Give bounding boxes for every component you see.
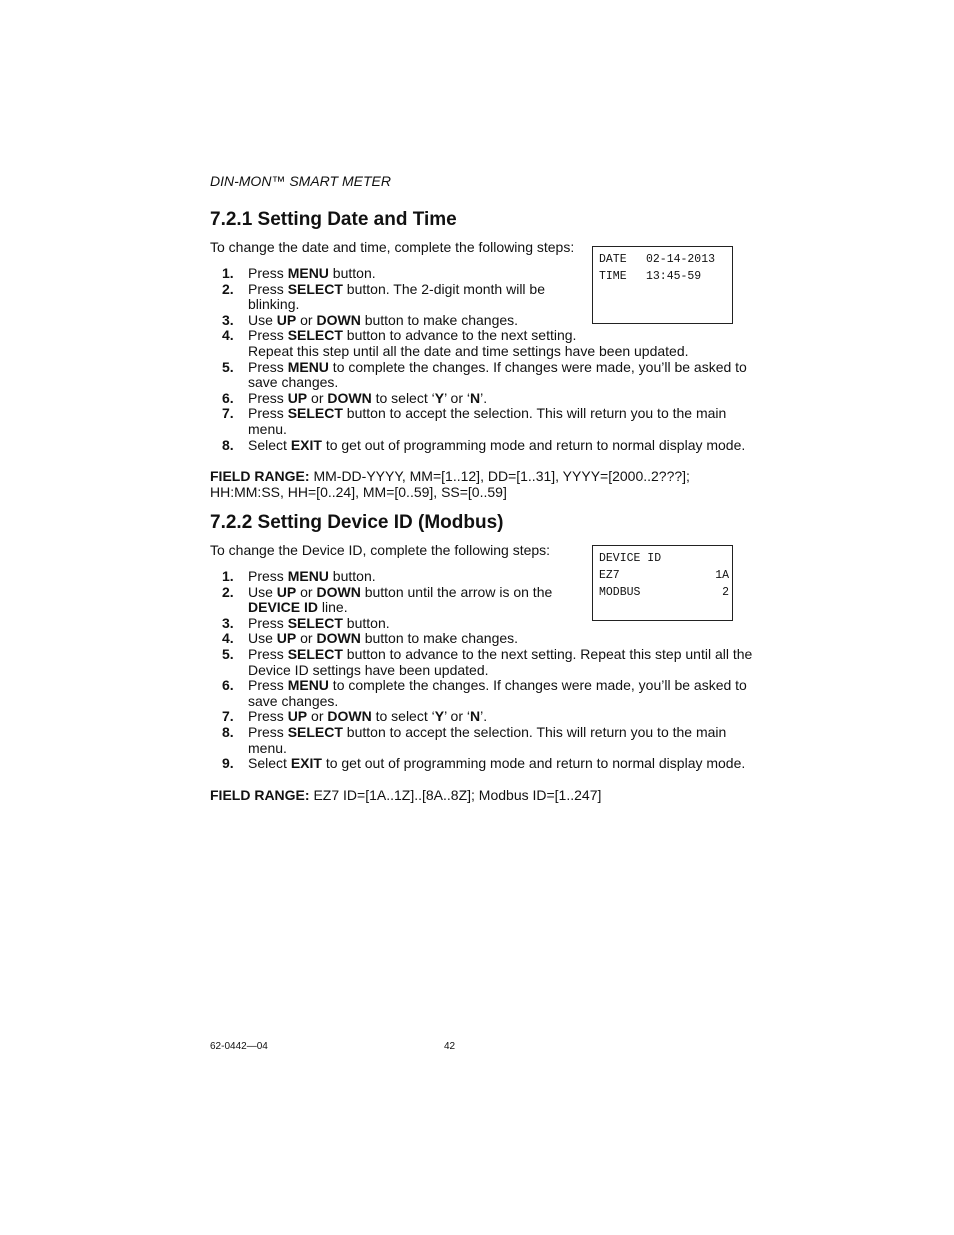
step-item: 4. Press SELECT button to advance to the next setting. Repeat this step until all the date and time settings have been updated. [222, 327, 689, 359]
section-intro: To change the date and time, complete the following steps: [210, 239, 575, 255]
section-heading: 7.2.1 Setting Date and Time [210, 209, 457, 230]
lcd-row-modbus: MODBUS 2 [599, 586, 729, 599]
lcd-display-device-id [592, 545, 733, 621]
step-item: 2. Press SELECT button. The 2-digit month will be blinking. [222, 280, 545, 313]
lcd-row-ez7: EZ7 1A [599, 569, 729, 582]
field-range: FIELD RANGE: EZ7 ID=[1A..1Z]..[8A..8Z]; Modbus ID=[1..247] [210, 786, 602, 803]
step-item: 4. Use UP or DOWN button to make changes. [222, 630, 519, 647]
lcd-row-date: DATE 02-14-2013 [599, 253, 716, 266]
lcd-row-time: TIME 13:45-59 [599, 270, 702, 283]
step-item: 6. Press UP or DOWN to select ‘Y’ or ‘N’. [222, 389, 488, 406]
lcd-display-date-time [592, 246, 733, 324]
running-header: DIN-MON™ SMART METER [210, 173, 391, 189]
step-item: 1. Press MENU button. [222, 265, 376, 281]
section-heading: 7.2.2 Setting Device ID (Modbus) [210, 512, 504, 533]
step-item: 3. Press SELECT button. [222, 614, 390, 631]
step-item: 9. Select EXIT to get out of programming mode and return to normal display mode. [222, 755, 746, 772]
step-item: 7. Press UP or DOWN to select ‘Y’ or ‘N’. [222, 708, 488, 725]
document-number: 62-0442—04 [210, 1041, 268, 1052]
step-item: 2. Use UP or DOWN button until the arrow is on the DEVICE ID line. [222, 583, 553, 616]
step-item: 8. Press SELECT button to accept the selection. This will return you to the main menu. [222, 723, 727, 756]
step-item: 3. Use UP or DOWN button to make changes. [222, 311, 519, 328]
step-item: 7. Press SELECT button to accept the selection. This will return you to the main menu. [222, 405, 727, 437]
field-range: FIELD RANGE: MM-DD-YYYY, MM=[1..12], DD=[1..31], YYYY=[2000..2???]; HH:MM:SS, HH=[0..24], MM=[0..59], SS=[0..59] [210, 468, 690, 501]
step-item: 5. Press SELECT button to advance to the next setting. Repeat this step until all the Device ID settings have been updated. [222, 645, 753, 678]
step-item: 6. Press MENU to complete the changes. If changes were made, you’ll be asked to save changes. [222, 677, 747, 709]
page-number: 42 [444, 1041, 456, 1052]
step-item: 1. Press MENU button. [222, 568, 376, 584]
step-item: 5. Press MENU to complete the changes. If changes were made, you’ll be asked to save changes. [222, 358, 747, 391]
step-item: 8. Select EXIT to get out of programming mode and return to normal display mode. [222, 436, 746, 453]
section-intro: To change the Device ID, complete the following steps: [210, 542, 551, 558]
lcd-row-device-id: DEVICE ID [599, 552, 662, 565]
